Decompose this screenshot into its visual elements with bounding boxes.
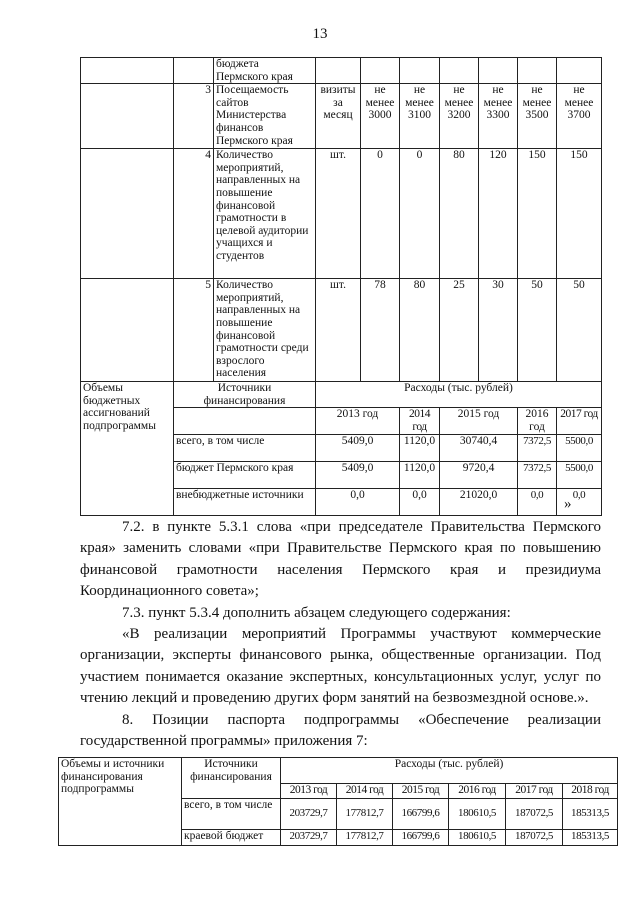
value-cell: не менее 3100 xyxy=(400,84,440,149)
source-label: бюджет Пермского края xyxy=(174,461,316,488)
expense-cell: 5409,0 xyxy=(316,434,400,461)
expense-cell: 1120,0 xyxy=(400,461,440,488)
expense-cell: 177812,7 xyxy=(337,829,393,845)
expense-cell: 5409,0 xyxy=(316,461,400,488)
year-header: 2014 год xyxy=(400,408,440,434)
expense-cell: 203729,7 xyxy=(281,798,337,829)
year-header: 2013 год xyxy=(281,783,337,798)
indicator-name: бюджета Пермского края xyxy=(214,58,316,84)
expense-cell: 7372,5 xyxy=(518,461,557,488)
year-header: 2015 год xyxy=(393,783,449,798)
year-header: 2014 год xyxy=(337,783,393,798)
unit: шт. xyxy=(316,149,361,279)
expense-cell: 30740,4 xyxy=(440,434,518,461)
expense-cell: 7372,5 xyxy=(518,434,557,461)
value-cell: 25 xyxy=(440,279,479,382)
value-cell: 50 xyxy=(557,279,602,382)
year-header: 2015 год xyxy=(440,408,518,434)
expense-cell: 185313,5 xyxy=(563,829,618,845)
source-label: внебюджетные источники xyxy=(174,488,316,515)
year-header: 2016 год xyxy=(449,783,506,798)
expenses-header: Расходы (тыс. рублей) xyxy=(316,382,602,408)
expense-cell: 5500,0 xyxy=(557,434,602,461)
indicator-name: Количество мероприятий, направленных на повышение финансовой грамотности в целевой аудитории учащихся и студентов xyxy=(214,149,316,279)
row-number: 5 xyxy=(174,279,214,382)
value-cell: не менее 3300 xyxy=(479,84,518,149)
expense-cell: 5500,0 xyxy=(557,461,602,488)
value-cell: 0 xyxy=(400,149,440,279)
value-cell: 150 xyxy=(557,149,602,279)
source-label: краевой бюджет xyxy=(182,829,281,845)
table-row xyxy=(81,58,602,84)
expense-cell: 177812,7 xyxy=(337,798,393,829)
expense-cell: 187072,5 xyxy=(506,829,563,845)
indicator-name: Посещаемость сайтов Министерства финансов Пермского края xyxy=(214,84,316,149)
expense-cell: 166799,6 xyxy=(393,829,449,845)
value-cell: 30 xyxy=(479,279,518,382)
expense-cell: 180610,5 xyxy=(449,829,506,845)
row-number: 3 xyxy=(174,84,214,149)
expense-cell: 9720,4 xyxy=(440,461,518,488)
indicators-table xyxy=(80,57,602,516)
paragraph-7-3: 7.3. пункт 5.3.4 дополнить абзацем следующего содержания: xyxy=(122,604,511,621)
expense-cell: 187072,5 xyxy=(506,798,563,829)
expense-cell: 0,0 xyxy=(557,488,602,515)
expense-cell: 0,0 xyxy=(518,488,557,515)
year-header: 2017 год xyxy=(506,783,563,798)
funding-label: Объемы и источники финансирования подпрограммы xyxy=(59,758,182,846)
expense-cell: 0,0 xyxy=(400,488,440,515)
year-header: 2018 год xyxy=(563,783,618,798)
closing-quote: » xyxy=(564,496,572,512)
expense-cell: 166799,6 xyxy=(393,798,449,829)
expense-cell: 21020,0 xyxy=(440,488,518,515)
indicator-name: Количество мероприятий, направленных на повышение финансовой грамотности среди взрослого населения xyxy=(214,279,316,382)
expense-cell: 185313,5 xyxy=(563,798,618,829)
value-cell: 150 xyxy=(518,149,557,279)
funding-table xyxy=(58,757,618,846)
value-cell: 80 xyxy=(400,279,440,382)
value-cell: не менее 3200 xyxy=(440,84,479,149)
expense-cell: 0,0 xyxy=(316,488,400,515)
value-cell: не менее 3500 xyxy=(518,84,557,149)
value-cell: 120 xyxy=(479,149,518,279)
value-cell: 0 xyxy=(361,149,400,279)
table-row xyxy=(81,149,602,279)
unit: визиты за месяц xyxy=(316,84,361,149)
page-number: 13 xyxy=(312,26,328,42)
amendment-text xyxy=(80,517,601,752)
quoted-paragraph: «В реализации мероприятий Программы участвуют коммерческие организации, эксперты финансового рынка, общественные организации. Под участием понимается оказание экспертных, консультационных услуг, услуг по чтению лекций и проведению других форм занятий на безвозмездной основе.». xyxy=(80,626,601,707)
value-cell: 80 xyxy=(440,149,479,279)
year-header: 2017 год xyxy=(557,408,602,434)
value-cell: не менее 3700 xyxy=(557,84,602,149)
expenses-header: Расходы (тыс. рублей) xyxy=(281,758,618,784)
unit: шт. xyxy=(316,279,361,382)
row-number: 4 xyxy=(174,149,214,279)
value-cell: 50 xyxy=(518,279,557,382)
paragraph-8: 8. Позиции паспорта подпрограммы «Обеспечение реализации государственной программы» приложения 7: xyxy=(80,711,601,750)
year-header: 2016 год xyxy=(518,408,557,434)
value-cell: 78 xyxy=(361,279,400,382)
year-header: 2013 год xyxy=(316,408,400,434)
table-row xyxy=(81,84,602,149)
value-cell: не менее 3000 xyxy=(361,84,400,149)
expense-cell: 180610,5 xyxy=(449,798,506,829)
sources-header: Источники финансирования xyxy=(174,382,316,408)
funding-label: Объемы бюджетных ассигнований подпрограммы xyxy=(81,382,174,515)
expense-cell: 203729,7 xyxy=(281,829,337,845)
sources-header: Источники финансирования xyxy=(182,758,281,784)
source-label: всего, в том числе xyxy=(174,434,316,461)
source-label: всего, в том числе xyxy=(182,798,281,829)
paragraph-7-2: 7.2. в пункте 5.3.1 слова «при председателе Правительства Пермского края» заменить словами «при Правительстве Пермского края по повышению финансовой грамотности населения Пермского края и президиума Координационного совета»; xyxy=(80,519,601,600)
expense-cell: 1120,0 xyxy=(400,434,440,461)
table-row xyxy=(81,279,602,382)
